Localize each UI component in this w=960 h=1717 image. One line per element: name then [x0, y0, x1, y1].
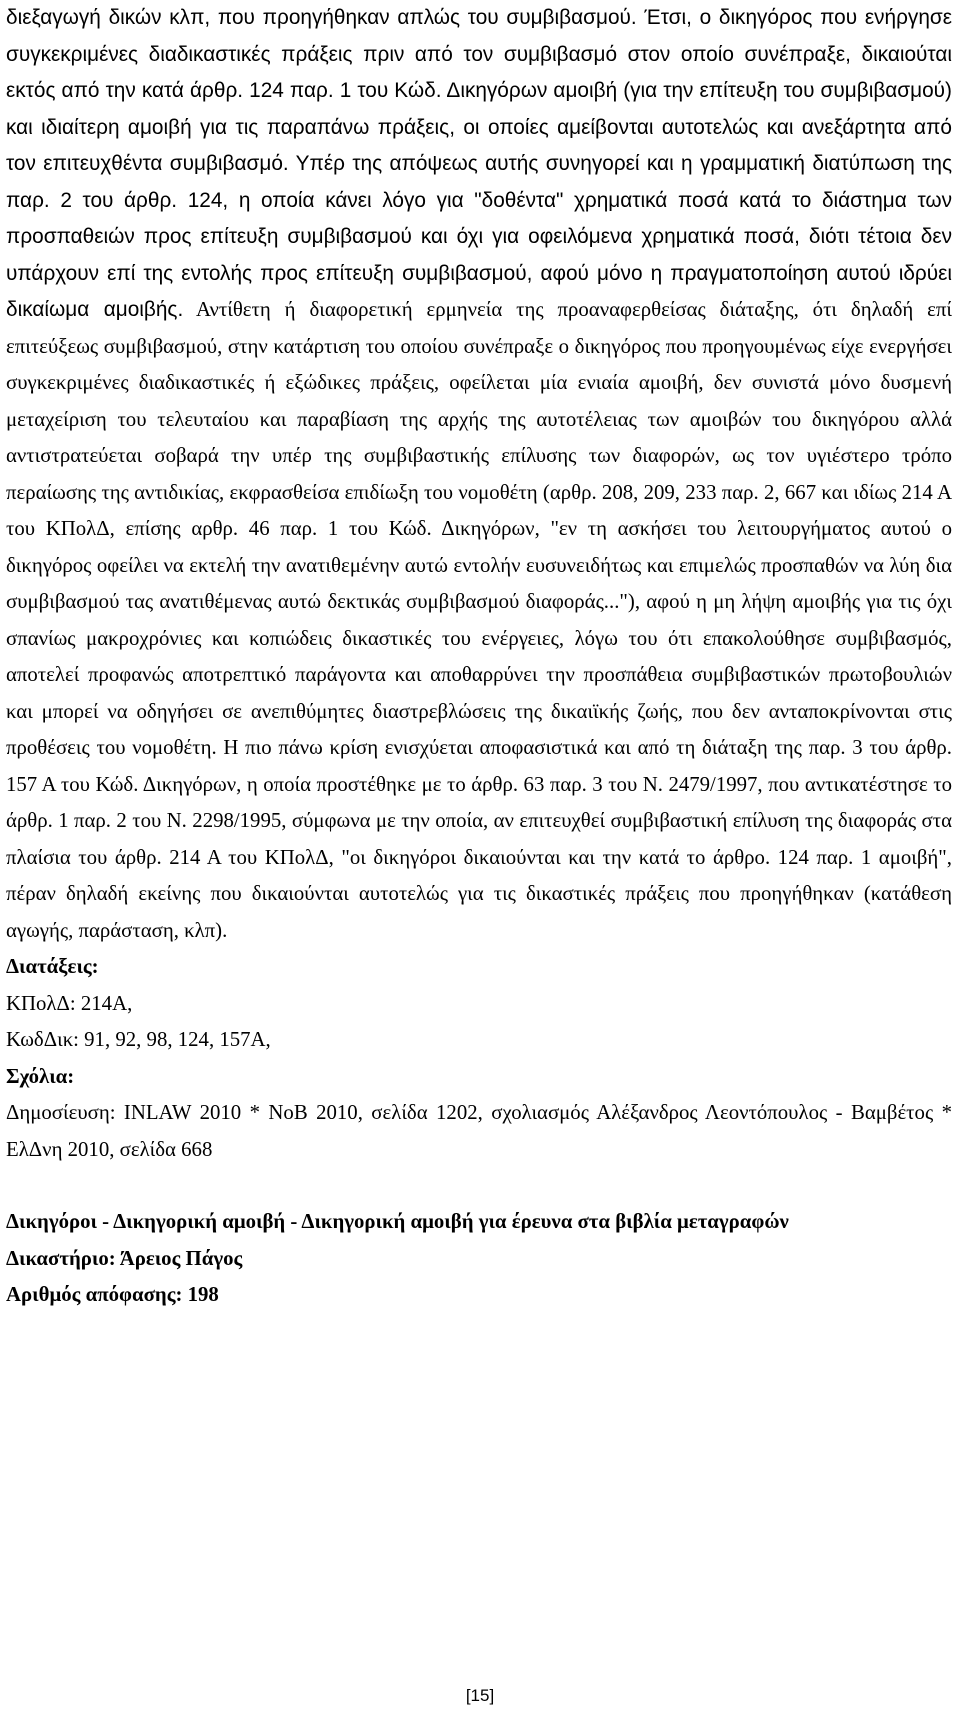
provisions-section [6, 949, 952, 1059]
comments-section [6, 1059, 952, 1169]
comments-text: Δημοσίευση: INLAW 2010 * ΝοΒ 2010, σελίδα 1202, σχολιασμός Αλέξανδρος Λεοντόπουλος - Βαμβέτος * ΕλΔνη 2010, σελίδα 668 [6, 1101, 952, 1161]
court-label: Δικαστήριο: Άρειος Πάγος [6, 1246, 243, 1270]
section-gap [6, 1168, 952, 1204]
provision-line: ΚωδΔικ: 91, 92, 98, 124, 157Α, [6, 1028, 271, 1051]
provisions-heading: Διατάξεις: [6, 955, 99, 978]
page-number: [15] [465, 1686, 495, 1705]
paragraph-part-1: διεξαγωγή δικών κλπ, που προηγήθηκαν απλώς του συμβιβασμού. Έτσι, ο δικηγόρος που ενήργησε συγκεκριμένες διαδικαστικές πράξεις πριν από τον συμβιβασμό στον οποίο συνέπραξε, δικαιούται εκτός από την κατά άρθρ. 124 παρ. 1 του Κώδ. Δικηγόρων αμοιβή (για την επίτευξη του συμβιβασμού) και ιδιαίτερη αμοιβή για τις παραπάνω πράξεις, οι οποίες αμείβονται αυτοτελώς και ανεξάρτητα από τον επιτευχθέντα συμβιβασμό. Υπέρ της απόψεως αυτής συνηγορεί και η γραμματική διατύπωση της παρ. 2 του άρθρ. 124, η οποία κάνει λόγο για "δοθέντα" χρηματικά ποσά κατά το διάστημα των προσπαθειών προς επίτευξη συμβιβασμού και όχι για οφειλόμενα χρηματικά ποσά, διότι τέτοια δεν υπάρχουν επί της εντολής προς επίτευξη συμβιβασμού, αφού μόνο η πραγματοποίηση αυτού ιδρύει δικαίωμα αμοιβής. [6, 6, 952, 321]
comments-heading: Σχόλια: [6, 1064, 75, 1088]
provision-line: ΚΠολΔ: 214Α, [6, 991, 133, 1015]
decision-number: Αριθμός απόφασης: 198 [6, 1283, 219, 1306]
paragraph-part-2: Αντίθετη ή διαφορετική ερμηνεία της προαναφερθείσας διάταξης, ότι δηλαδή επί επιτεύξεως συμβιβασμού, στην κατάρτιση του οποίου συνέπραξε ο δικηγόρος που προηγουμένως είχε ενεργήσει συγκεκριμένες διαδικαστικές ή εξώδικες πράξεις, οφείλεται μία ενιαία αμοιβή, δεν συνιστά μόνο δυσμενή μεταχείριση του τελευταίου και παραβίαση της αρχής της αυτοτέλειας των αμοιβών του δικηγόρου αλλά αντιστρατεύεται σοβαρά την υπέρ της συμβιβαστικής επίλυσης των διαφορών, ως τον υγιέστερο τρόπο περαίωσης της αντιδικίας, εκφρασθείσα επιδίωξη του νομοθέτη (αρθρ. 208, 209, 233 παρ. 2, 667 και ιδίως 214 Α του ΚΠολΔ, επίσης αρθρ. 46 παρ. 1 του Κώδ. Δικηγόρων, "εν τη ασκήσει του λειτουργήματος αυτού ο δικηγόρος οφείλει να εκτελή την ανατιθεμένην αυτώ εντολήν ευσυνειδήτως και επιμελώς προσπαθών να λύη δια συμβιβασμού τας ανατιθέμενας αυτώ δεκτικάς συμβιβασμού διαφοράς..."), αφού η μη λήψη αμοιβής για τις όχι σπανίως μακροχρόνιες και κοπιώδεις δικαστικές του ενέργειες, λόγω του ότι επακολούθησε συμβιβασμός, αποτελεί προφανώς αποτρεπτικό παράγοντα και αποθαρρύνει την προσπάθεια συμβιβαστικών πρωτοβουλιών και μπορεί να οδηγήσει σε ανεπιθύμητες διαστρεβλώσεις της δικαιϊκής ζωής, που δεν ανταποκρίνονται στις προθέσεις του νομοθέτη. Η πιο πάνω κρίση ενισχύεται αποφασιστικά και από τη διάταξη της παρ. 3 του άρθρ. 157 Α του Κώδ. Δικηγόρων, η οποία προστέθηκε με το άρθρ. 63 παρ. 3 του Ν. 2479/1997, που αντικατέστησε το άρθρ. 1 παρ. 2 του Ν. 2298/1995, σύμφωνα με την οποία, αν επιτευχθεί συμβιβαστική επίλυση της διαφοράς στα πλαίσια του άρθρ. 214 Α του ΚΠολΔ, "οι δικηγόροι δικαιούνται και την κατά το άρθρο. 124 παρ. 1 αμοιβή", πέραν δηλαδή εκείνης που δικαιούνται αυτοτελώς για τις δικαστικές πράξεις που προηγήθηκαν (κατάθεση αγωγής, παράσταση, κλπ). [6, 298, 953, 942]
body-paragraph [6, 0, 952, 949]
next-entry-title: Δικηγόροι - Δικηγορική αμοιβή - Δικηγορική αμοιβή για έρευνα στα βιβλία μεταγραφών [6, 1210, 789, 1233]
next-entry [6, 1204, 952, 1314]
document-page [6, 0, 952, 1314]
